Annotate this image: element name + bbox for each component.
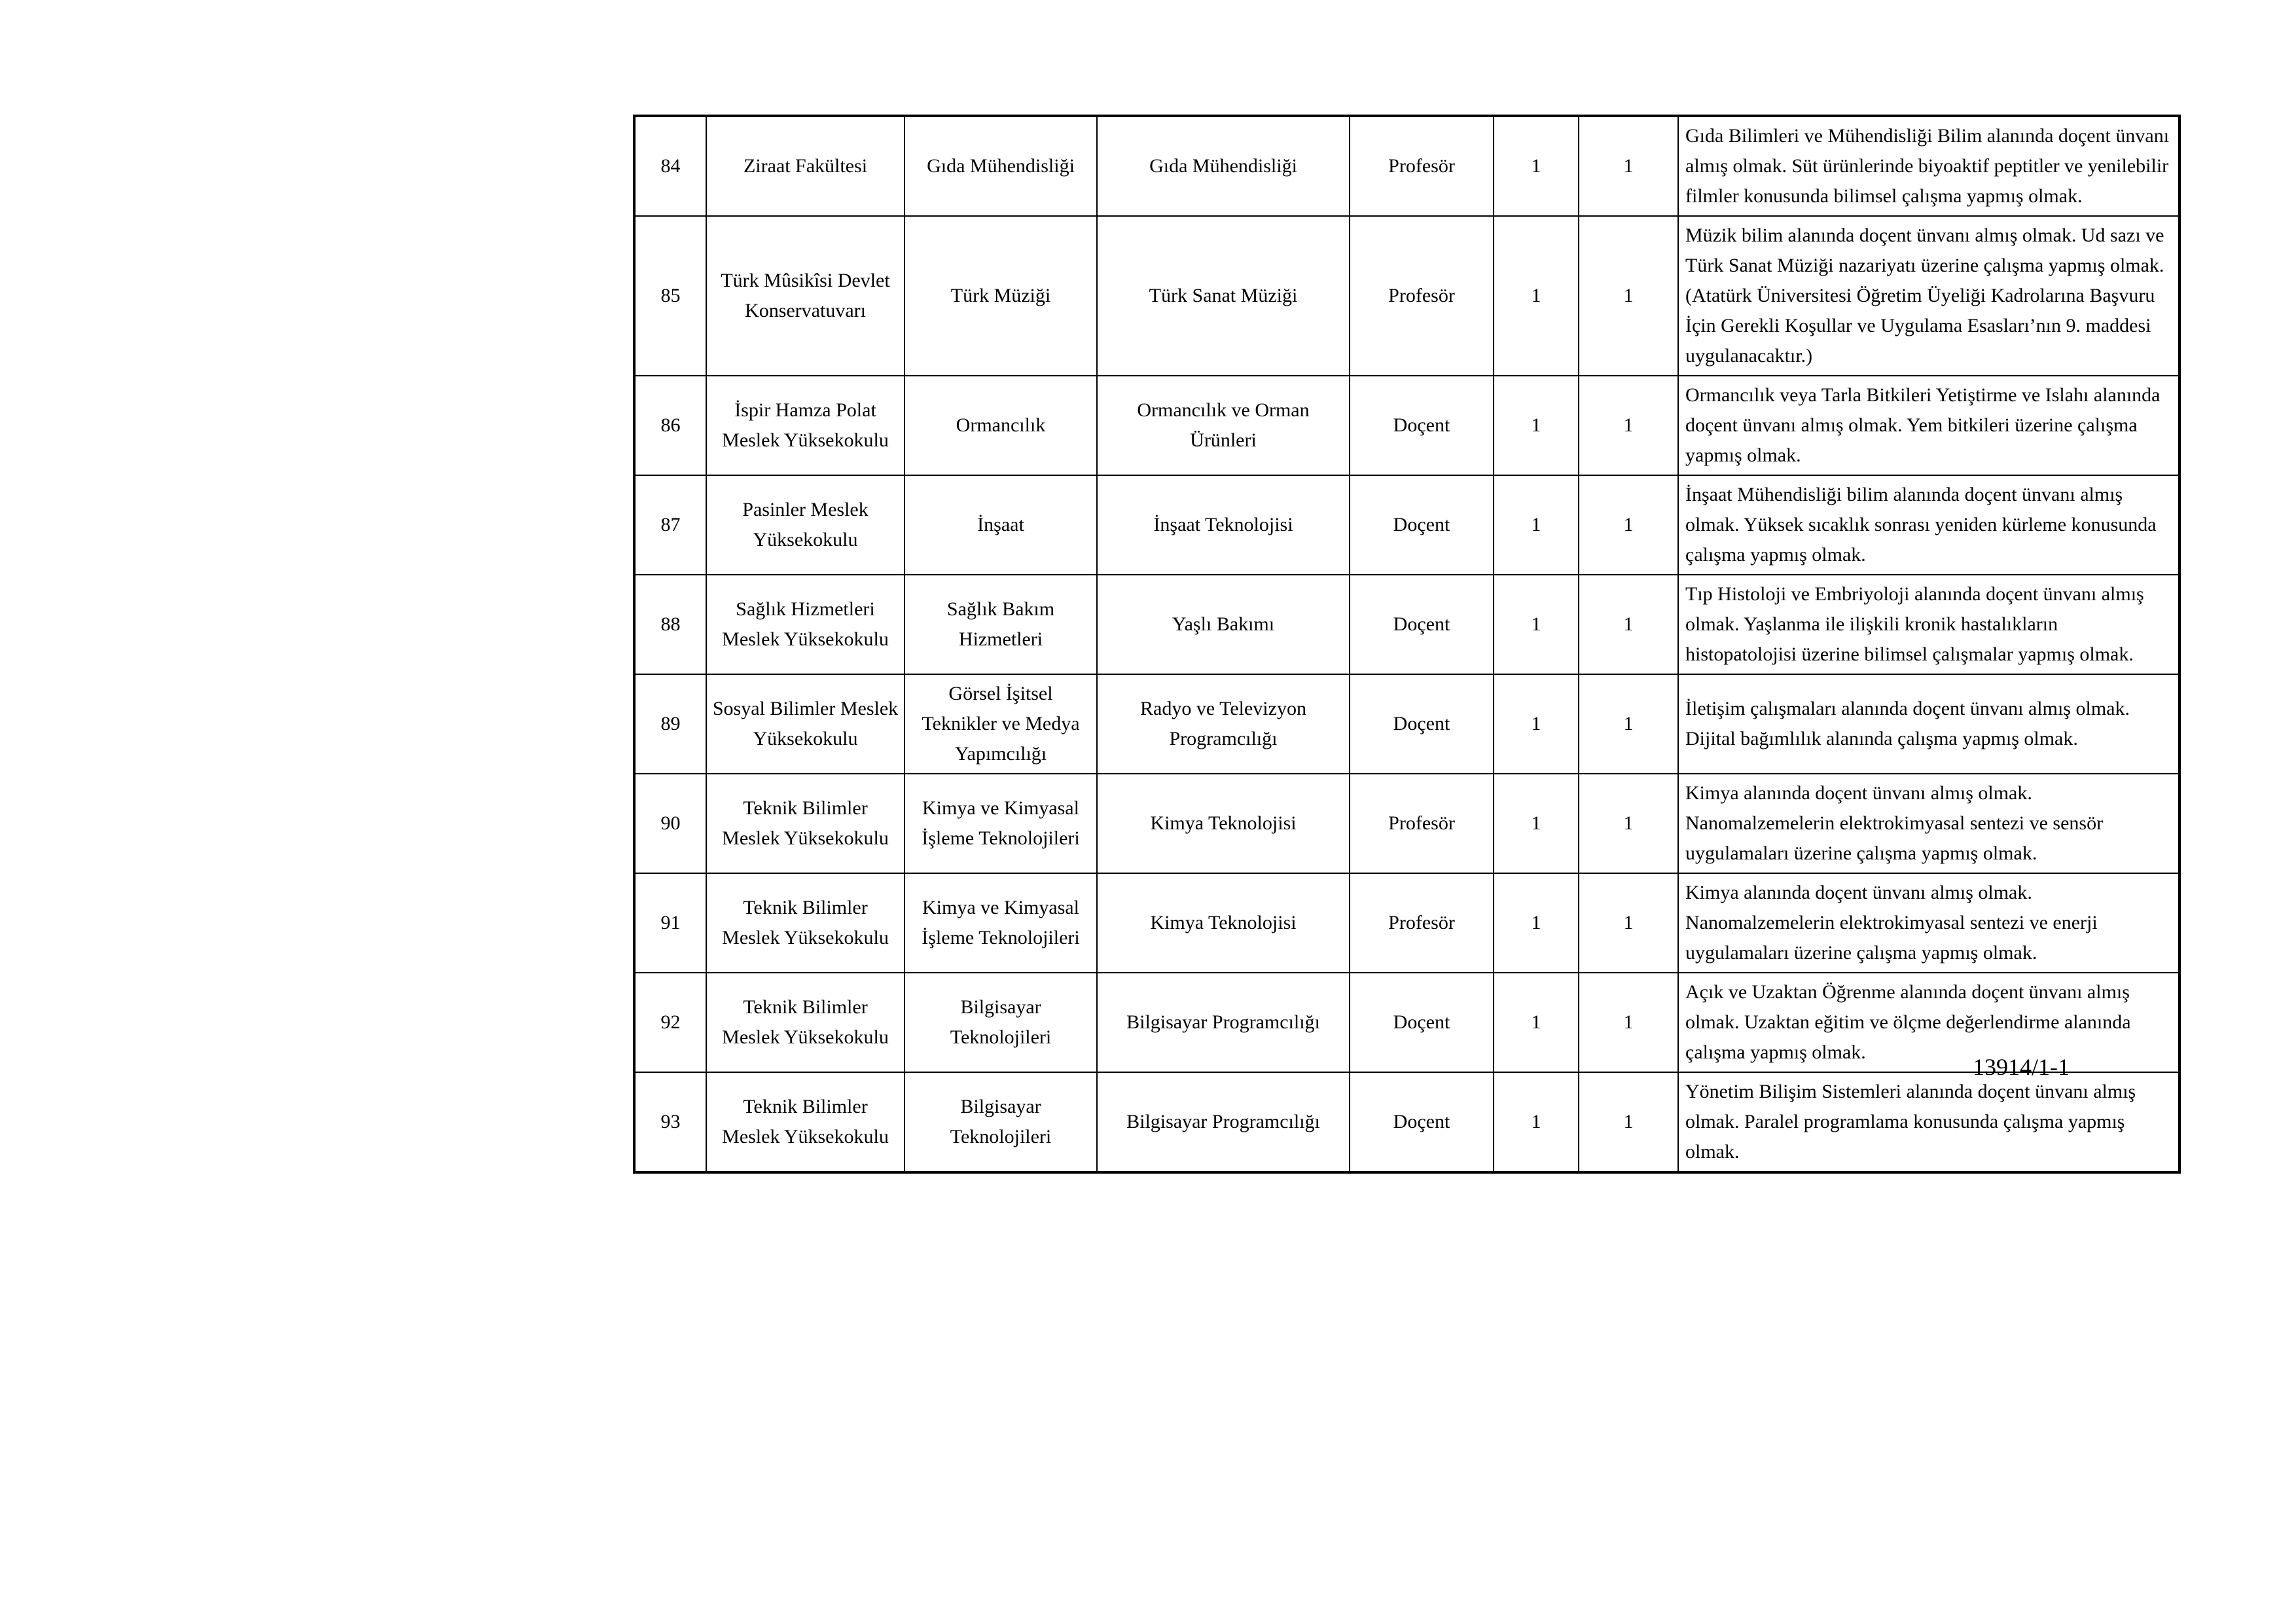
grade-cell: 1 — [1494, 1072, 1579, 1172]
academic-title-cell: Doçent — [1350, 475, 1494, 575]
row-number-cell: 90 — [634, 774, 706, 873]
requirements-cell: Tıp Histoloji ve Embriyoloji alanında doçent ünvanı almış olmak. Yaşlanma ile ilişkili kronik hastalıkların histopatolojisi üzerine bilimsel çalışmalar yapmış olmak. — [1678, 575, 2179, 674]
requirements-cell: Gıda Bilimleri ve Mühendisliği Bilim alanında doçent ünvanı almış olmak. Süt ürünlerinde biyoaktif peptitler ve yenilebilir filmler konusunda bilimsel çalışma yapmış olmak. — [1678, 116, 2179, 216]
requirements-cell: İletişim çalışmaları alanında doçent ünvanı almış olmak. Dijital bağımlılık alanında çalışma yapmış olmak. — [1678, 674, 2179, 774]
row-number-cell: 89 — [634, 674, 706, 774]
requirements-cell: Müzik bilim alanında doçent ünvanı almış olmak. Ud sazı ve Türk Sanat Müziği nazariyatı üzerine çalışma yapmış olmak. (Atatürk Üniversitesi Öğretim Üyeliği Kadrolarına Başvuru İçin Gerekli Koşullar ve Uygulama Esasları’nın 9. maddesi uygulanacaktır.) — [1678, 216, 2179, 376]
faculty-cell: Teknik Bilimler Meslek Yüksekokulu — [706, 973, 905, 1072]
requirements-cell: Kimya alanında doçent ünvanı almış olmak. Nanomalzemelerin elektrokimyasal sentezi ve enerji uygulamaları üzerine çalışma yapmış olmak. — [1678, 873, 2179, 973]
count-cell: 1 — [1579, 216, 1678, 376]
department-cell: Görsel İşitsel Teknikler ve Medya Yapımcılığı — [905, 674, 1097, 774]
academic-title-cell: Profesör — [1350, 116, 1494, 216]
program-cell: İnşaat Teknolojisi — [1097, 475, 1350, 575]
grade-cell: 1 — [1494, 575, 1579, 674]
row-number-cell: 92 — [634, 973, 706, 1072]
program-cell: Ormancılık ve Orman Ürünleri — [1097, 376, 1350, 475]
row-number-cell: 86 — [634, 376, 706, 475]
program-cell: Kimya Teknolojisi — [1097, 774, 1350, 873]
department-cell: Kimya ve Kimyasal İşleme Teknolojileri — [905, 774, 1097, 873]
academic-title-cell: Doçent — [1350, 674, 1494, 774]
row-number-cell: 91 — [634, 873, 706, 973]
program-cell: Bilgisayar Programcılığı — [1097, 973, 1350, 1072]
table-row — [634, 475, 2179, 575]
grade-cell: 1 — [1494, 376, 1579, 475]
table-row — [634, 674, 2179, 774]
requirements-cell: Yönetim Bilişim Sistemleri alanında doçent ünvanı almış olmak. Paralel programlama konusunda çalışma yapmış olmak. — [1678, 1072, 2179, 1172]
row-number-cell: 85 — [634, 216, 706, 376]
program-cell: Yaşlı Bakımı — [1097, 575, 1350, 674]
faculty-cell: Ziraat Fakültesi — [706, 116, 905, 216]
faculty-cell: Teknik Bilimler Meslek Yüksekokulu — [706, 774, 905, 873]
count-cell: 1 — [1579, 116, 1678, 216]
academic-title-cell: Doçent — [1350, 973, 1494, 1072]
program-cell: Radyo ve Televizyon Programcılığı — [1097, 674, 1350, 774]
academic-title-cell: Doçent — [1350, 575, 1494, 674]
faculty-cell: Türk Mûsikîsi Devlet Konservatuvarı — [706, 216, 905, 376]
table-row — [634, 216, 2179, 376]
table-row — [634, 116, 2179, 216]
academic-title-cell: Profesör — [1350, 774, 1494, 873]
grade-cell: 1 — [1494, 774, 1579, 873]
faculty-cell: İspir Hamza Polat Meslek Yüksekokulu — [706, 376, 905, 475]
grade-cell: 1 — [1494, 973, 1579, 1072]
program-cell: Gıda Mühendisliği — [1097, 116, 1350, 216]
department-cell: Kimya ve Kimyasal İşleme Teknolojileri — [905, 873, 1097, 973]
academic-title-cell: Profesör — [1350, 216, 1494, 376]
academic-vacancy-table — [633, 115, 2181, 1174]
row-number-cell: 88 — [634, 575, 706, 674]
department-cell: Sağlık Bakım Hizmetleri — [905, 575, 1097, 674]
count-cell: 1 — [1579, 475, 1678, 575]
department-cell: Türk Müziği — [905, 216, 1097, 376]
program-cell: Bilgisayar Programcılığı — [1097, 1072, 1350, 1172]
department-cell: Bilgisayar Teknolojileri — [905, 1072, 1097, 1172]
grade-cell: 1 — [1494, 674, 1579, 774]
row-number-cell: 87 — [634, 475, 706, 575]
academic-title-cell: Doçent — [1350, 1072, 1494, 1172]
count-cell: 1 — [1579, 1072, 1678, 1172]
table-row — [634, 774, 2179, 873]
department-cell: İnşaat — [905, 475, 1097, 575]
faculty-cell: Sosyal Bilimler Meslek Yüksekokulu — [706, 674, 905, 774]
table-row — [634, 1072, 2179, 1172]
grade-cell: 1 — [1494, 216, 1579, 376]
program-cell: Kimya Teknolojisi — [1097, 873, 1350, 973]
count-cell: 1 — [1579, 873, 1678, 973]
table-row — [634, 575, 2179, 674]
grade-cell: 1 — [1494, 873, 1579, 973]
academic-title-cell: Profesör — [1350, 873, 1494, 973]
count-cell: 1 — [1579, 973, 1678, 1072]
count-cell: 1 — [1579, 774, 1678, 873]
count-cell: 1 — [1579, 575, 1678, 674]
program-cell: Türk Sanat Müziği — [1097, 216, 1350, 376]
grade-cell: 1 — [1494, 475, 1579, 575]
count-cell: 1 — [1579, 376, 1678, 475]
requirements-cell: Ormancılık veya Tarla Bitkileri Yetiştirme ve Islahı alanında doçent ünvanı almış olmak. Yem bitkileri üzerine çalışma yapmış olmak. — [1678, 376, 2179, 475]
faculty-cell: Pasinler Meslek Yüksekokulu — [706, 475, 905, 575]
faculty-cell: Teknik Bilimler Meslek Yüksekokulu — [706, 873, 905, 973]
table-body — [634, 116, 2179, 1172]
row-number-cell: 84 — [634, 116, 706, 216]
table-row — [634, 873, 2179, 973]
count-cell: 1 — [1579, 674, 1678, 774]
table-row — [634, 376, 2179, 475]
requirements-cell: Kimya alanında doçent ünvanı almış olmak. Nanomalzemelerin elektrokimyasal sentezi ve sensör uygulamaları üzerine çalışma yapmış olmak. — [1678, 774, 2179, 873]
row-number-cell: 93 — [634, 1072, 706, 1172]
department-cell: Bilgisayar Teknolojileri — [905, 973, 1097, 1072]
gazette-reference-number: 13914/1-1 — [1973, 1054, 2070, 1080]
faculty-cell: Sağlık Hizmetleri Meslek Yüksekokulu — [706, 575, 905, 674]
requirements-cell: Açık ve Uzaktan Öğrenme alanında doçent ünvanı almış olmak. Uzaktan eğitim ve ölçme değerlendirme alanında çalışma yapmış olmak. — [1678, 973, 2179, 1072]
grade-cell: 1 — [1494, 116, 1579, 216]
department-cell: Ormancılık — [905, 376, 1097, 475]
department-cell: Gıda Mühendisliği — [905, 116, 1097, 216]
requirements-cell: İnşaat Mühendisliği bilim alanında doçent ünvanı almış olmak. Yüksek sıcaklık sonrası yeniden kürleme konusunda çalışma yapmış olmak. — [1678, 475, 2179, 575]
academic-title-cell: Doçent — [1350, 376, 1494, 475]
faculty-cell: Teknik Bilimler Meslek Yüksekokulu — [706, 1072, 905, 1172]
